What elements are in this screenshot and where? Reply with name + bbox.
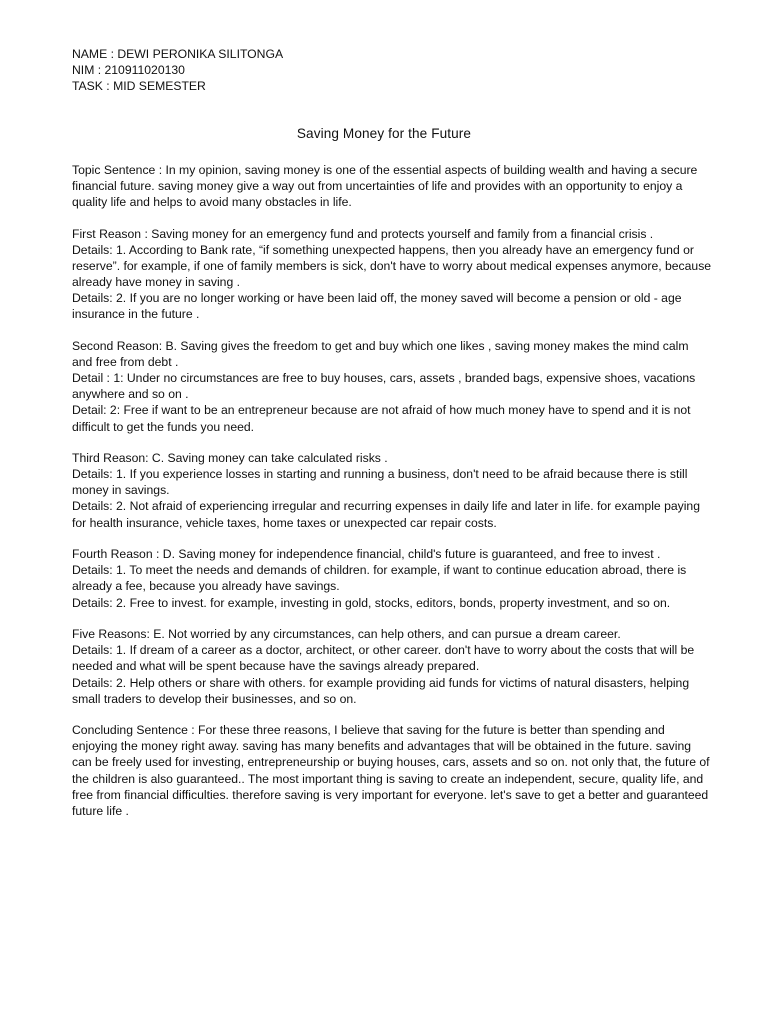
third-reason-paragraph bbox=[72, 450, 712, 530]
reason-detail: Details: 2. Not afraid of experiencing irregular and recurring expenses in daily life and later in life. for example paying for health insurance, vehicle taxes, home taxes or unexpected car repair costs. bbox=[72, 499, 700, 530]
reason-detail: Details: 2. Free to invest. for example, investing in gold, stocks, editors, bonds, property investment, and so on. bbox=[72, 595, 671, 610]
reason-statement: First Reason : Saving money for an emergency fund and protects yourself and family from a financial crisis . bbox=[72, 226, 654, 241]
first-reason-paragraph bbox=[72, 226, 712, 323]
essay-title: Saving Money for the Future bbox=[296, 126, 472, 141]
reason-detail: Details: 1. If you experience losses in starting and running a business, don't need to be afraid because there is still money in savings. bbox=[72, 467, 688, 498]
reason-statement: Third Reason: C. Saving money can take calculated risks . bbox=[72, 451, 388, 466]
reason-statement: Second Reason: B. Saving gives the freedom to get and buy which one likes , saving money makes the mind calm and free from debt . bbox=[72, 339, 689, 370]
reason-detail: Details: 2. If you are no longer working or have been laid off, the money saved will become a pension or old - age insurance in the future . bbox=[72, 291, 682, 322]
essay-body bbox=[72, 162, 712, 834]
fourth-reason-paragraph bbox=[72, 546, 712, 610]
task-label: TASK : MID SEMESTER bbox=[72, 79, 206, 94]
reason-detail: Detail: 2: Free if want to be an entrepreneur because are not afraid of how much money have to spend and it is not difficult to get the funds you need. bbox=[72, 403, 691, 434]
student-nim: NIM : 210911020130 bbox=[72, 63, 185, 78]
fifth-reason-paragraph bbox=[72, 626, 712, 706]
topic-sentence: Topic Sentence : In my opinion, saving money is one of the essential aspects of building wealth and having a secure financial future. saving money give a way out from uncertainties of life and provides with an opportunity to enjoy a quality life and helps to avoid many obstacles in life. bbox=[72, 163, 698, 210]
topic-sentence-paragraph bbox=[72, 162, 712, 210]
reason-detail: Details: 2. Help others or share with others. for example providing aid funds for victims of natural disasters, helping small traders to develop their businesses, and so on. bbox=[72, 675, 690, 706]
reason-detail: Detail : 1: Under no circumstances are free to buy houses, cars, assets , branded bags, expensive shoes, vacations anywhere and so on . bbox=[72, 371, 696, 402]
reason-detail: Details: 1. If dream of a career as a doctor, architect, or other career. don't have to worry about the costs that will be needed and what will be spent because have the savings already prepared. bbox=[72, 643, 695, 674]
second-reason-paragraph bbox=[72, 338, 712, 435]
concluding-paragraph bbox=[72, 722, 712, 819]
student-header bbox=[72, 46, 283, 95]
reason-statement: Five Reasons: E. Not worried by any circumstances, can help others, and can pursue a dream career. bbox=[72, 627, 621, 642]
reason-statement: Fourth Reason : D. Saving money for independence financial, child's future is guaranteed, and free to invest . bbox=[72, 547, 661, 562]
reason-detail: Details: 1. To meet the needs and demands of children. for example, if want to continue education abroad, there is already a fee, because you already have savings. bbox=[72, 563, 687, 594]
reason-detail: Details: 1. According to Bank rate, “if something unexpected happens, then you already have an emergency fund or reserve”. for example, if one of family members is sick, don't have to worry about medical expenses anymore, because already have money in saving . bbox=[72, 242, 712, 290]
concluding-sentence: Concluding Sentence : For these three reasons, I believe that saving for the future is better than spending and enjoying the money right away. saving has many benefits and advantages that will be obtained in the future. saving can be freely used for investing, entrepreneurship or buying houses, cars, assets and so on. not only that, the future of the children is also guaranteed.. The most important thing is saving to create an independent, secure, quality life, and free from financial difficulties. therefore saving is very important for everyone. let's save to get a better and guaranteed future life . bbox=[72, 723, 710, 818]
student-name: NAME : DEWI PERONIKA SILITONGA bbox=[72, 47, 284, 61]
